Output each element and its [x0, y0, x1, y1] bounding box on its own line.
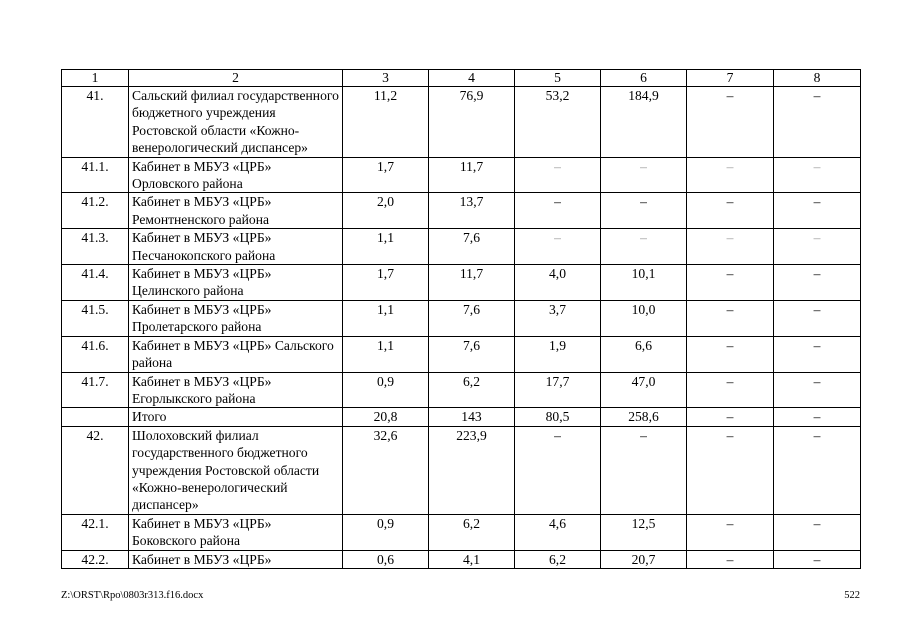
value-cell: –	[687, 426, 774, 514]
value-cell: –	[774, 514, 861, 550]
table-row	[62, 229, 861, 265]
value-cell: –	[774, 408, 861, 426]
table-row	[62, 300, 861, 336]
row-name-cell: Итого	[129, 408, 343, 426]
header-row	[62, 70, 861, 87]
row-number-cell: 41.4.	[62, 265, 129, 301]
value-cell: 80,5	[515, 408, 601, 426]
value-cell: –	[774, 229, 861, 265]
value-cell: –	[687, 87, 774, 158]
value-cell: 20,7	[601, 550, 687, 568]
row-number-cell: 41.7.	[62, 372, 129, 408]
value-cell: –	[687, 300, 774, 336]
value-cell: 10,0	[601, 300, 687, 336]
table-row	[62, 157, 861, 193]
page-number: 522	[844, 590, 860, 601]
value-cell: –	[687, 229, 774, 265]
value-cell: 6,2	[429, 514, 515, 550]
value-cell: –	[774, 300, 861, 336]
value-cell: 32,6	[343, 426, 429, 514]
value-cell: 47,0	[601, 372, 687, 408]
row-number-cell: 41.5.	[62, 300, 129, 336]
row-number-cell: 42.2.	[62, 550, 129, 568]
value-cell: –	[687, 336, 774, 372]
table-row	[62, 408, 861, 426]
value-cell: 0,6	[343, 550, 429, 568]
row-name-cell: Кабинет в МБУЗ «ЦРБ»	[129, 550, 343, 568]
table-row	[62, 193, 861, 229]
value-cell: 1,1	[343, 336, 429, 372]
value-cell: 143	[429, 408, 515, 426]
value-cell: 17,7	[515, 372, 601, 408]
value-cell: –	[515, 157, 601, 193]
table-row	[62, 514, 861, 550]
header-cell: 2	[129, 70, 343, 87]
value-cell: 10,1	[601, 265, 687, 301]
value-cell: 1,9	[515, 336, 601, 372]
table-row	[62, 87, 861, 158]
value-cell: –	[774, 87, 861, 158]
value-cell: 184,9	[601, 87, 687, 158]
row-number-cell: 41.1.	[62, 157, 129, 193]
header-cell: 5	[515, 70, 601, 87]
header-cell: 3	[343, 70, 429, 87]
value-cell: –	[687, 157, 774, 193]
value-cell: –	[515, 229, 601, 265]
table-row	[62, 336, 861, 372]
data-table	[61, 69, 861, 569]
table-row	[62, 265, 861, 301]
value-cell: 0,9	[343, 372, 429, 408]
value-cell: –	[515, 426, 601, 514]
header-cell: 4	[429, 70, 515, 87]
value-cell: 20,8	[343, 408, 429, 426]
row-name-cell: Кабинет в МБУЗ «ЦРБ» Песчанокопского района	[129, 229, 343, 265]
value-cell: 0,9	[343, 514, 429, 550]
value-cell: 76,9	[429, 87, 515, 158]
value-cell: –	[687, 265, 774, 301]
row-number-cell: 41.	[62, 87, 129, 158]
value-cell: 6,2	[429, 372, 515, 408]
header-cell: 1	[62, 70, 129, 87]
header-cell: 7	[687, 70, 774, 87]
value-cell: 2,0	[343, 193, 429, 229]
row-name-cell: Кабинет в МБУЗ «ЦРБ» Егорлыкского района	[129, 372, 343, 408]
value-cell: –	[687, 372, 774, 408]
value-cell: –	[601, 193, 687, 229]
value-cell: 7,6	[429, 229, 515, 265]
value-cell: –	[515, 193, 601, 229]
row-name-cell: Кабинет в МБУЗ «ЦРБ» Пролетарского района	[129, 300, 343, 336]
row-number-cell: 41.6.	[62, 336, 129, 372]
value-cell: 6,2	[515, 550, 601, 568]
value-cell: –	[687, 514, 774, 550]
value-cell: 1,1	[343, 300, 429, 336]
table-row	[62, 426, 861, 514]
value-cell: 1,7	[343, 157, 429, 193]
value-cell: –	[774, 550, 861, 568]
row-name-cell: Шолоховский филиал государственного бюджетного учреждения Ростовской области «Кожно-венерологический диспансер»	[129, 426, 343, 514]
value-cell: –	[774, 265, 861, 301]
value-cell: 223,9	[429, 426, 515, 514]
row-number-cell: 42.1.	[62, 514, 129, 550]
value-cell: –	[774, 426, 861, 514]
value-cell: 4,0	[515, 265, 601, 301]
value-cell: 258,6	[601, 408, 687, 426]
row-name-cell: Сальский филиал государственного бюджетного учреждения Ростовской области «Кожно-венерологический диспансер»	[129, 87, 343, 158]
value-cell: 11,7	[429, 157, 515, 193]
value-cell: 1,1	[343, 229, 429, 265]
value-cell: 6,6	[601, 336, 687, 372]
row-name-cell: Кабинет в МБУЗ «ЦРБ» Целинского района	[129, 265, 343, 301]
row-name-cell: Кабинет в МБУЗ «ЦРБ» Боковского района	[129, 514, 343, 550]
row-name-cell: Кабинет в МБУЗ «ЦРБ» Орловского района	[129, 157, 343, 193]
row-name-cell: Кабинет в МБУЗ «ЦРБ» Сальского района	[129, 336, 343, 372]
value-cell: –	[687, 193, 774, 229]
value-cell: 3,7	[515, 300, 601, 336]
value-cell: –	[774, 372, 861, 408]
value-cell: 11,2	[343, 87, 429, 158]
value-cell: –	[601, 426, 687, 514]
value-cell: 1,7	[343, 265, 429, 301]
value-cell: –	[687, 550, 774, 568]
value-cell: 7,6	[429, 300, 515, 336]
value-cell: –	[774, 336, 861, 372]
value-cell: –	[774, 193, 861, 229]
value-cell: 4,6	[515, 514, 601, 550]
value-cell: –	[601, 157, 687, 193]
row-number-cell: 41.2.	[62, 193, 129, 229]
value-cell: 13,7	[429, 193, 515, 229]
header-cell: 8	[774, 70, 861, 87]
value-cell: 11,7	[429, 265, 515, 301]
file-path: Z:\ORST\Rpo\0803r313.f16.docx	[61, 590, 204, 601]
value-cell: 12,5	[601, 514, 687, 550]
value-cell: 4,1	[429, 550, 515, 568]
value-cell: 53,2	[515, 87, 601, 158]
value-cell: –	[774, 157, 861, 193]
row-name-cell: Кабинет в МБУЗ «ЦРБ» Ремонтненского района	[129, 193, 343, 229]
row-number-cell: 42.	[62, 426, 129, 514]
value-cell: –	[687, 408, 774, 426]
value-cell: –	[601, 229, 687, 265]
row-number-cell	[62, 408, 129, 426]
table-row	[62, 550, 861, 568]
value-cell: 7,6	[429, 336, 515, 372]
row-number-cell: 41.3.	[62, 229, 129, 265]
header-cell: 6	[601, 70, 687, 87]
table-row	[62, 372, 861, 408]
